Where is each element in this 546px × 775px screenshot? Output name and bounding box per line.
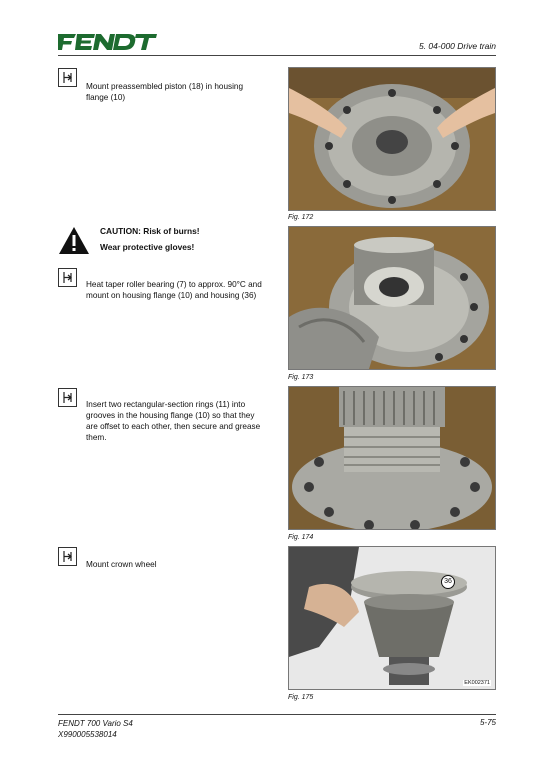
fendt-logo [58, 32, 158, 52]
warning-triangle-icon [58, 226, 90, 255]
fig-caption-172: Fig. 172 [288, 214, 314, 221]
photo-fig-173 [288, 226, 496, 370]
header-rule [58, 55, 496, 56]
fig-caption-173: Fig. 173 [288, 374, 314, 381]
photo-code: EK002371 [464, 680, 490, 686]
step-text-1: Mount preassembled piston (18) in housing flange (10) [86, 82, 244, 102]
photo-fig-174 [288, 386, 496, 530]
step-text-4: Mount crown wheel [86, 560, 157, 569]
caution-subtitle: Wear protective gloves! [100, 242, 195, 252]
assembly-step-icon [58, 388, 77, 407]
caution-title: CAUTION: Risk of burns! [100, 226, 200, 236]
assembly-step-icon [58, 268, 77, 287]
fig-caption-175: Fig. 175 [288, 694, 314, 701]
photo-fig-175 [288, 546, 496, 690]
assembly-step-icon [58, 547, 77, 566]
photo-fig-172 [288, 67, 496, 211]
footer-rule [58, 714, 496, 715]
footer-model: FENDT 700 Vario S4 [58, 719, 133, 728]
step-text-2: Heat taper roller bearing (7) to approx. 90°C and mount on housing flange (10) and housing (36) [86, 280, 262, 300]
footer-doc-number: X990005538014 [58, 730, 117, 739]
section-title: 5. 04-000 Drive train [418, 41, 496, 51]
assembly-step-icon [58, 68, 77, 87]
page-number: 5-75 [479, 718, 496, 727]
callout-36: 36 [441, 575, 455, 589]
fig-caption-174: Fig. 174 [288, 534, 314, 541]
step-text-3: Insert two rectangular-section rings (11) into grooves in the housing flange (10) so that they are offset to each other, then secure and grease them. [86, 400, 261, 442]
